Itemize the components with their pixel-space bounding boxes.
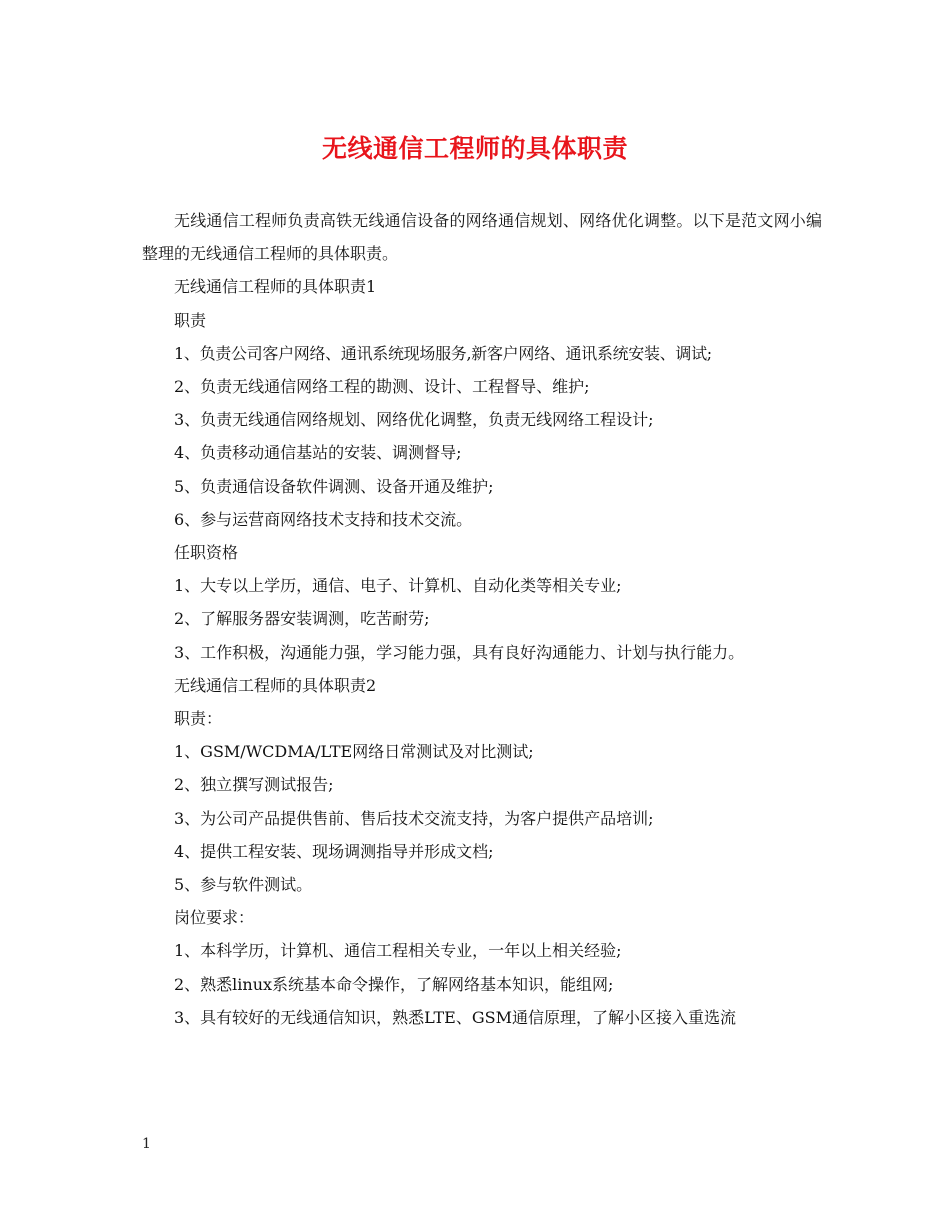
list-item: 1、负责公司客户网络、通讯系统现场服务,新客户网络、通讯系统安装、调试; bbox=[174, 343, 712, 363]
list-item: 2、负责无线通信网络工程的勘测、设计、工程督导、维护; bbox=[174, 377, 590, 397]
list-item: 6、参与运营商网络技术支持和技术交流。 bbox=[174, 509, 473, 529]
list-item: 1、GSM/WCDMA/LTE网络日常测试及对比测试; bbox=[174, 742, 534, 762]
list-item: 3、具有较好的无线通信知识，熟悉LTE、GSM通信原理，了解小区接入重选流 bbox=[174, 1007, 736, 1027]
list-item: 2、熟悉linux系统基本命令操作，了解网络基本知识，能组网; bbox=[174, 974, 614, 994]
list-item: 5、负责通信设备软件调测、设备开通及维护; bbox=[174, 476, 494, 496]
list-item: 3、为公司产品提供售前、售后技术交流支持，为客户提供产品培训; bbox=[174, 808, 654, 828]
document-title: 无线通信工程师的具体职责 bbox=[321, 134, 628, 163]
list-item: 4、提供工程安装、现场调测指导并形成文档; bbox=[174, 841, 494, 861]
page-number: 1 bbox=[142, 1136, 151, 1152]
subheading-qualifications-1: 任职资格 bbox=[174, 543, 239, 563]
list-item: 2、了解服务器安装调测，吃苦耐劳; bbox=[174, 609, 430, 629]
subheading-requirements-2: 岗位要求： bbox=[174, 908, 255, 928]
list-item: 2、独立撰写测试报告; bbox=[174, 775, 334, 795]
section-heading-2: 无线通信工程师的具体职责2 bbox=[174, 675, 377, 695]
list-item: 3、负责无线通信网络规划、网络优化调整，负责无线网络工程设计; bbox=[174, 410, 654, 430]
list-item: 1、大专以上学历，通信、电子、计算机、自动化类等相关专业; bbox=[174, 576, 622, 596]
list-item: 1、本科学历，计算机、通信工程相关专业，一年以上相关经验; bbox=[174, 941, 622, 961]
intro-paragraph: 无线通信工程师负责高铁无线通信设备的网络通信规划、网络优化调整。以下是范文网小编整理的无线通信工程师的具体职责。 bbox=[142, 211, 822, 264]
subheading-duties-1: 职责 bbox=[174, 310, 207, 330]
list-item: 5、参与软件测试。 bbox=[174, 875, 313, 895]
section-heading-1: 无线通信工程师的具体职责1 bbox=[174, 277, 377, 297]
subheading-duties-2: 职责： bbox=[174, 709, 223, 729]
list-item: 4、负责移动通信基站的安装、调测督导; bbox=[174, 443, 462, 463]
document-body bbox=[142, 204, 822, 1034]
list-item: 3、工作积极，沟通能力强，学习能力强，具有良好沟通能力、计划与执行能力。 bbox=[174, 642, 745, 662]
